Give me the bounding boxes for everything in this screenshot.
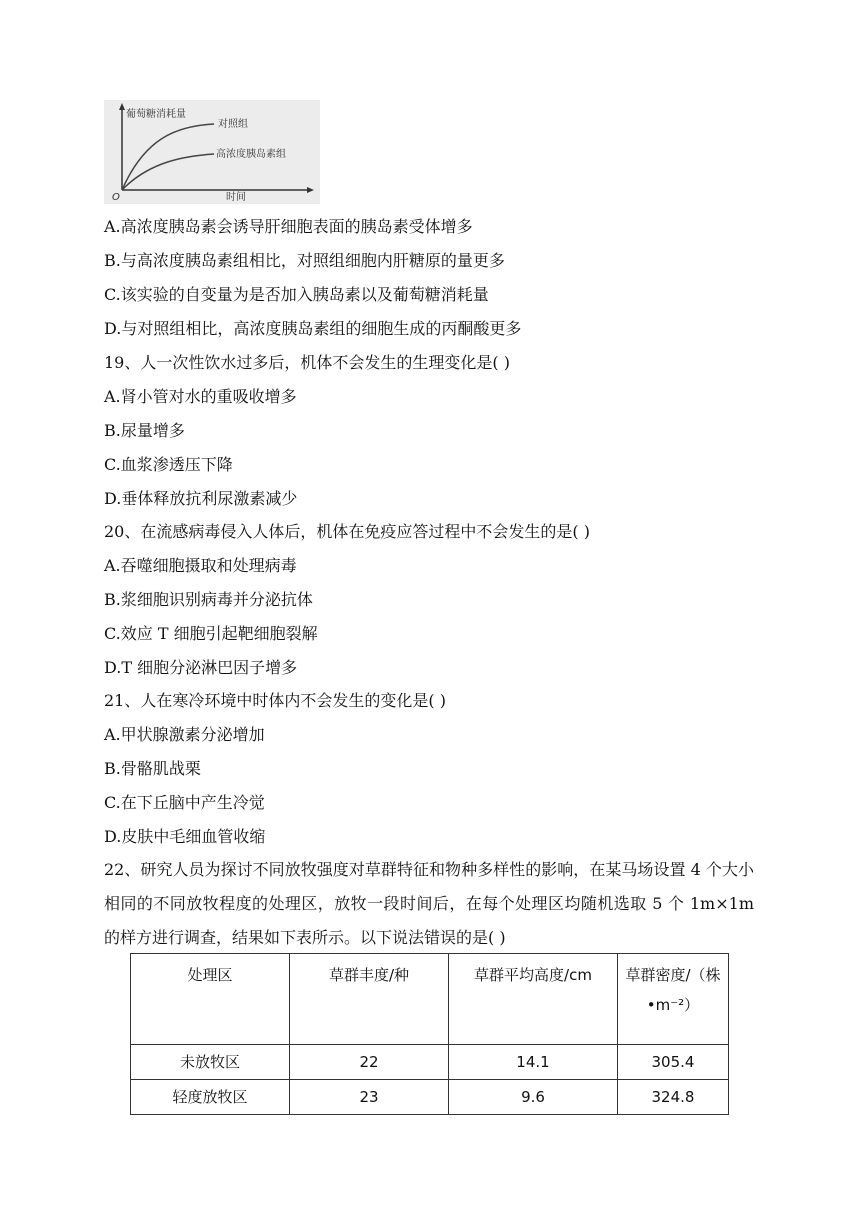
header-treatment-area: 处理区 (131, 954, 290, 1045)
table-cell: 305.4 (618, 1045, 729, 1080)
q20-option-a: A.吞噬细胞摄取和处理病毒 (104, 556, 297, 575)
q19-stem: 19、人一次性饮水过多后，机体不会发生的生理变化是( ) (104, 353, 510, 372)
table-cell: 未放牧区 (131, 1045, 290, 1080)
q21-option-c: C.在下丘脑中产生冷觉 (104, 793, 265, 812)
grazing-data-table (130, 953, 729, 1115)
q21-option-d: D.皮肤中毛细血管收缩 (104, 827, 266, 846)
q19-option-b: B.尿量增多 (104, 421, 185, 440)
q21-option-a: A.甲状腺激素分泌增加 (104, 725, 265, 744)
glucose-consumption-figure (104, 100, 320, 204)
q18-option-d: D.与对照组相比，高浓度胰岛素组的细胞生成的丙酮酸更多 (104, 319, 522, 338)
q21-option-b: B.骨骼肌战栗 (104, 759, 201, 778)
control-curve (122, 124, 214, 190)
table-row (131, 1080, 729, 1115)
x-axis-arrow (307, 187, 314, 193)
q20-option-d: D.T 细胞分泌淋巴因子增多 (104, 658, 298, 677)
insulin-series-label: 高浓度胰岛素组 (216, 149, 286, 160)
header-density: 草群密度/（株•m⁻²） (618, 954, 729, 1045)
table-cell: 23 (290, 1080, 449, 1115)
q21-stem: 21、人在寒冷环境中时体内不会发生的变化是( ) (104, 691, 446, 710)
q20-option-c: C.效应 T 细胞引起靶细胞裂解 (104, 624, 318, 643)
table-cell: 14.1 (449, 1045, 618, 1080)
header-richness: 草群丰度/种 (290, 954, 449, 1045)
figure-graph (104, 100, 320, 204)
q18-option-a: A.高浓度胰岛素会诱导肝细胞表面的胰岛素受体增多 (104, 217, 473, 236)
header-avg-height: 草群平均高度/cm (449, 954, 618, 1045)
q22-stem: 22、研究人员为探讨不同放牧强度对草群特征和物种多样性的影响，在某马场设置 4 个大小相同的不同放牧程度的处理区，放牧一段时间后，在每个处理区均随机选取 5 个 1m×1m 的样方进行调查，结果如下表所示。以下说法错误的是( ) (104, 860, 754, 947)
origin-label: O (112, 192, 120, 203)
table-cell: 22 (290, 1045, 449, 1080)
table-header-row (131, 954, 729, 1045)
q20-option-b: B.浆细胞识别病毒并分泌抗体 (104, 590, 313, 609)
q19-option-a: A.肾小管对水的重吸收增多 (104, 387, 297, 406)
table-cell: 轻度放牧区 (131, 1080, 290, 1115)
x-axis-label: 时间 (226, 192, 246, 203)
table-cell: 324.8 (618, 1080, 729, 1115)
insulin-curve (122, 154, 214, 190)
table-row (131, 1045, 729, 1080)
y-axis-label: 葡萄糖消耗量 (126, 109, 186, 120)
q18-option-b: B.与高浓度胰岛素组相比，对照组细胞内肝糖原的量更多 (104, 251, 505, 270)
q19-option-c: C.血浆渗透压下降 (104, 455, 233, 474)
q18-option-c: C.该实验的自变量为是否加入胰岛素以及葡萄糖消耗量 (104, 285, 489, 304)
table-cell: 9.6 (449, 1080, 618, 1115)
control-series-label: 对照组 (218, 119, 248, 130)
y-axis-arrow (119, 103, 125, 110)
q20-stem: 20、在流感病毒侵入人体后，机体在免疫应答过程中不会发生的是( ) (104, 522, 590, 541)
q19-option-d: D.垂体释放抗利尿激素减少 (104, 489, 298, 508)
